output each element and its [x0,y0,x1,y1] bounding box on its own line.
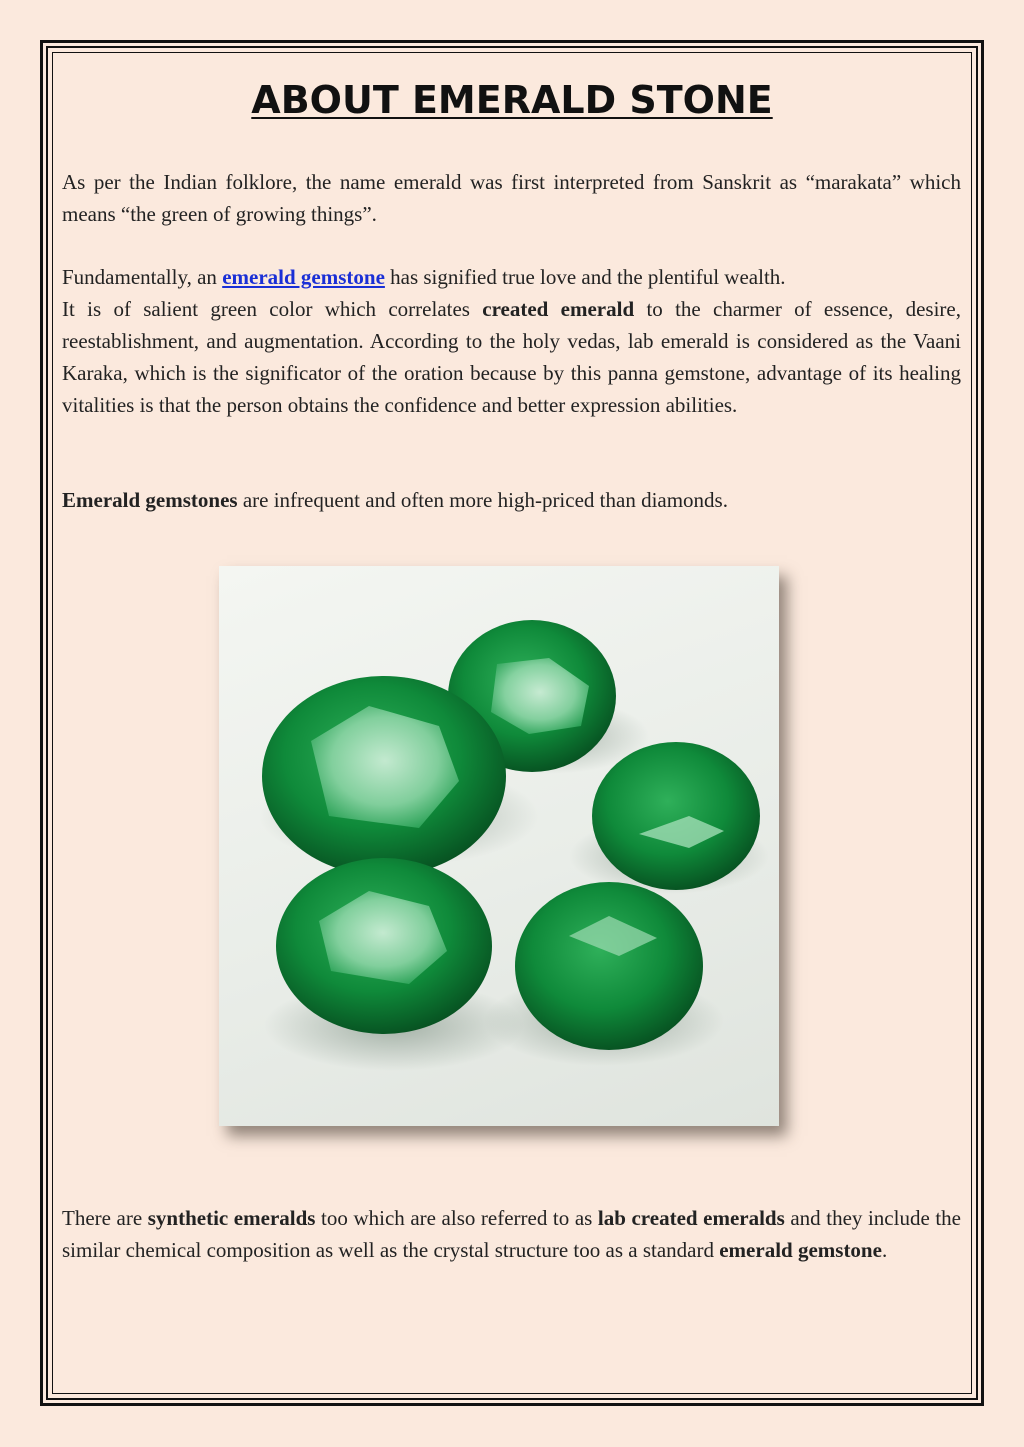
emerald-gemstone-link[interactable]: emerald gemstone [222,265,385,289]
paragraph-synthetic [62,1202,961,1266]
text-run: There are [62,1206,148,1230]
text-run: to the charmer of essence, desire, reestablishment, and augmentation. According to the holy vedas, lab emerald is considered as the Vaani Karaka, which is the significator of the oration because by this panna gemstone, advantage of its healing vitalities is that the person obtains the confidence and better expression abilities. [62,297,961,417]
text-run: and they include the similar chemical composition as well as the crystal structure too as a standard [62,1206,961,1262]
text-run: has signified true love and the plentiful wealth. [384,265,786,289]
page-title-text: ABOUT EMERALD STONE [251,78,773,122]
bold-term: Emerald gemstones [62,488,238,512]
text-run: Fundamentally, an [62,265,223,289]
text-run: . [881,1238,888,1262]
paragraph-meaning [62,261,961,421]
bold-term: lab created emeralds [597,1206,785,1230]
text-run: too which are also referred to as [315,1206,598,1230]
paragraph-folklore [62,166,961,230]
emerald-gem-bottom-left [276,858,492,1034]
paragraph-rarity [62,484,961,516]
text-run: are infrequent and often more high-priced than diamonds. [237,488,728,512]
text-run: It is of salient green color which correlates [62,297,483,321]
emerald-gem-right [592,742,760,890]
page-title [0,78,1024,122]
emerald-gem-bottom-right [515,882,703,1050]
emerald-gemstones-photo [219,566,779,1126]
bold-term: synthetic emeralds [147,1206,316,1230]
emerald-gem-left [262,676,506,876]
bold-term: created emerald [482,297,635,321]
bold-term: emerald gemstone [719,1238,882,1262]
paragraph-folklore-text: As per the Indian folklore, the name emerald was first interpreted from Sanskrit as “marakata” which means “the green of growing things”. [62,170,961,226]
